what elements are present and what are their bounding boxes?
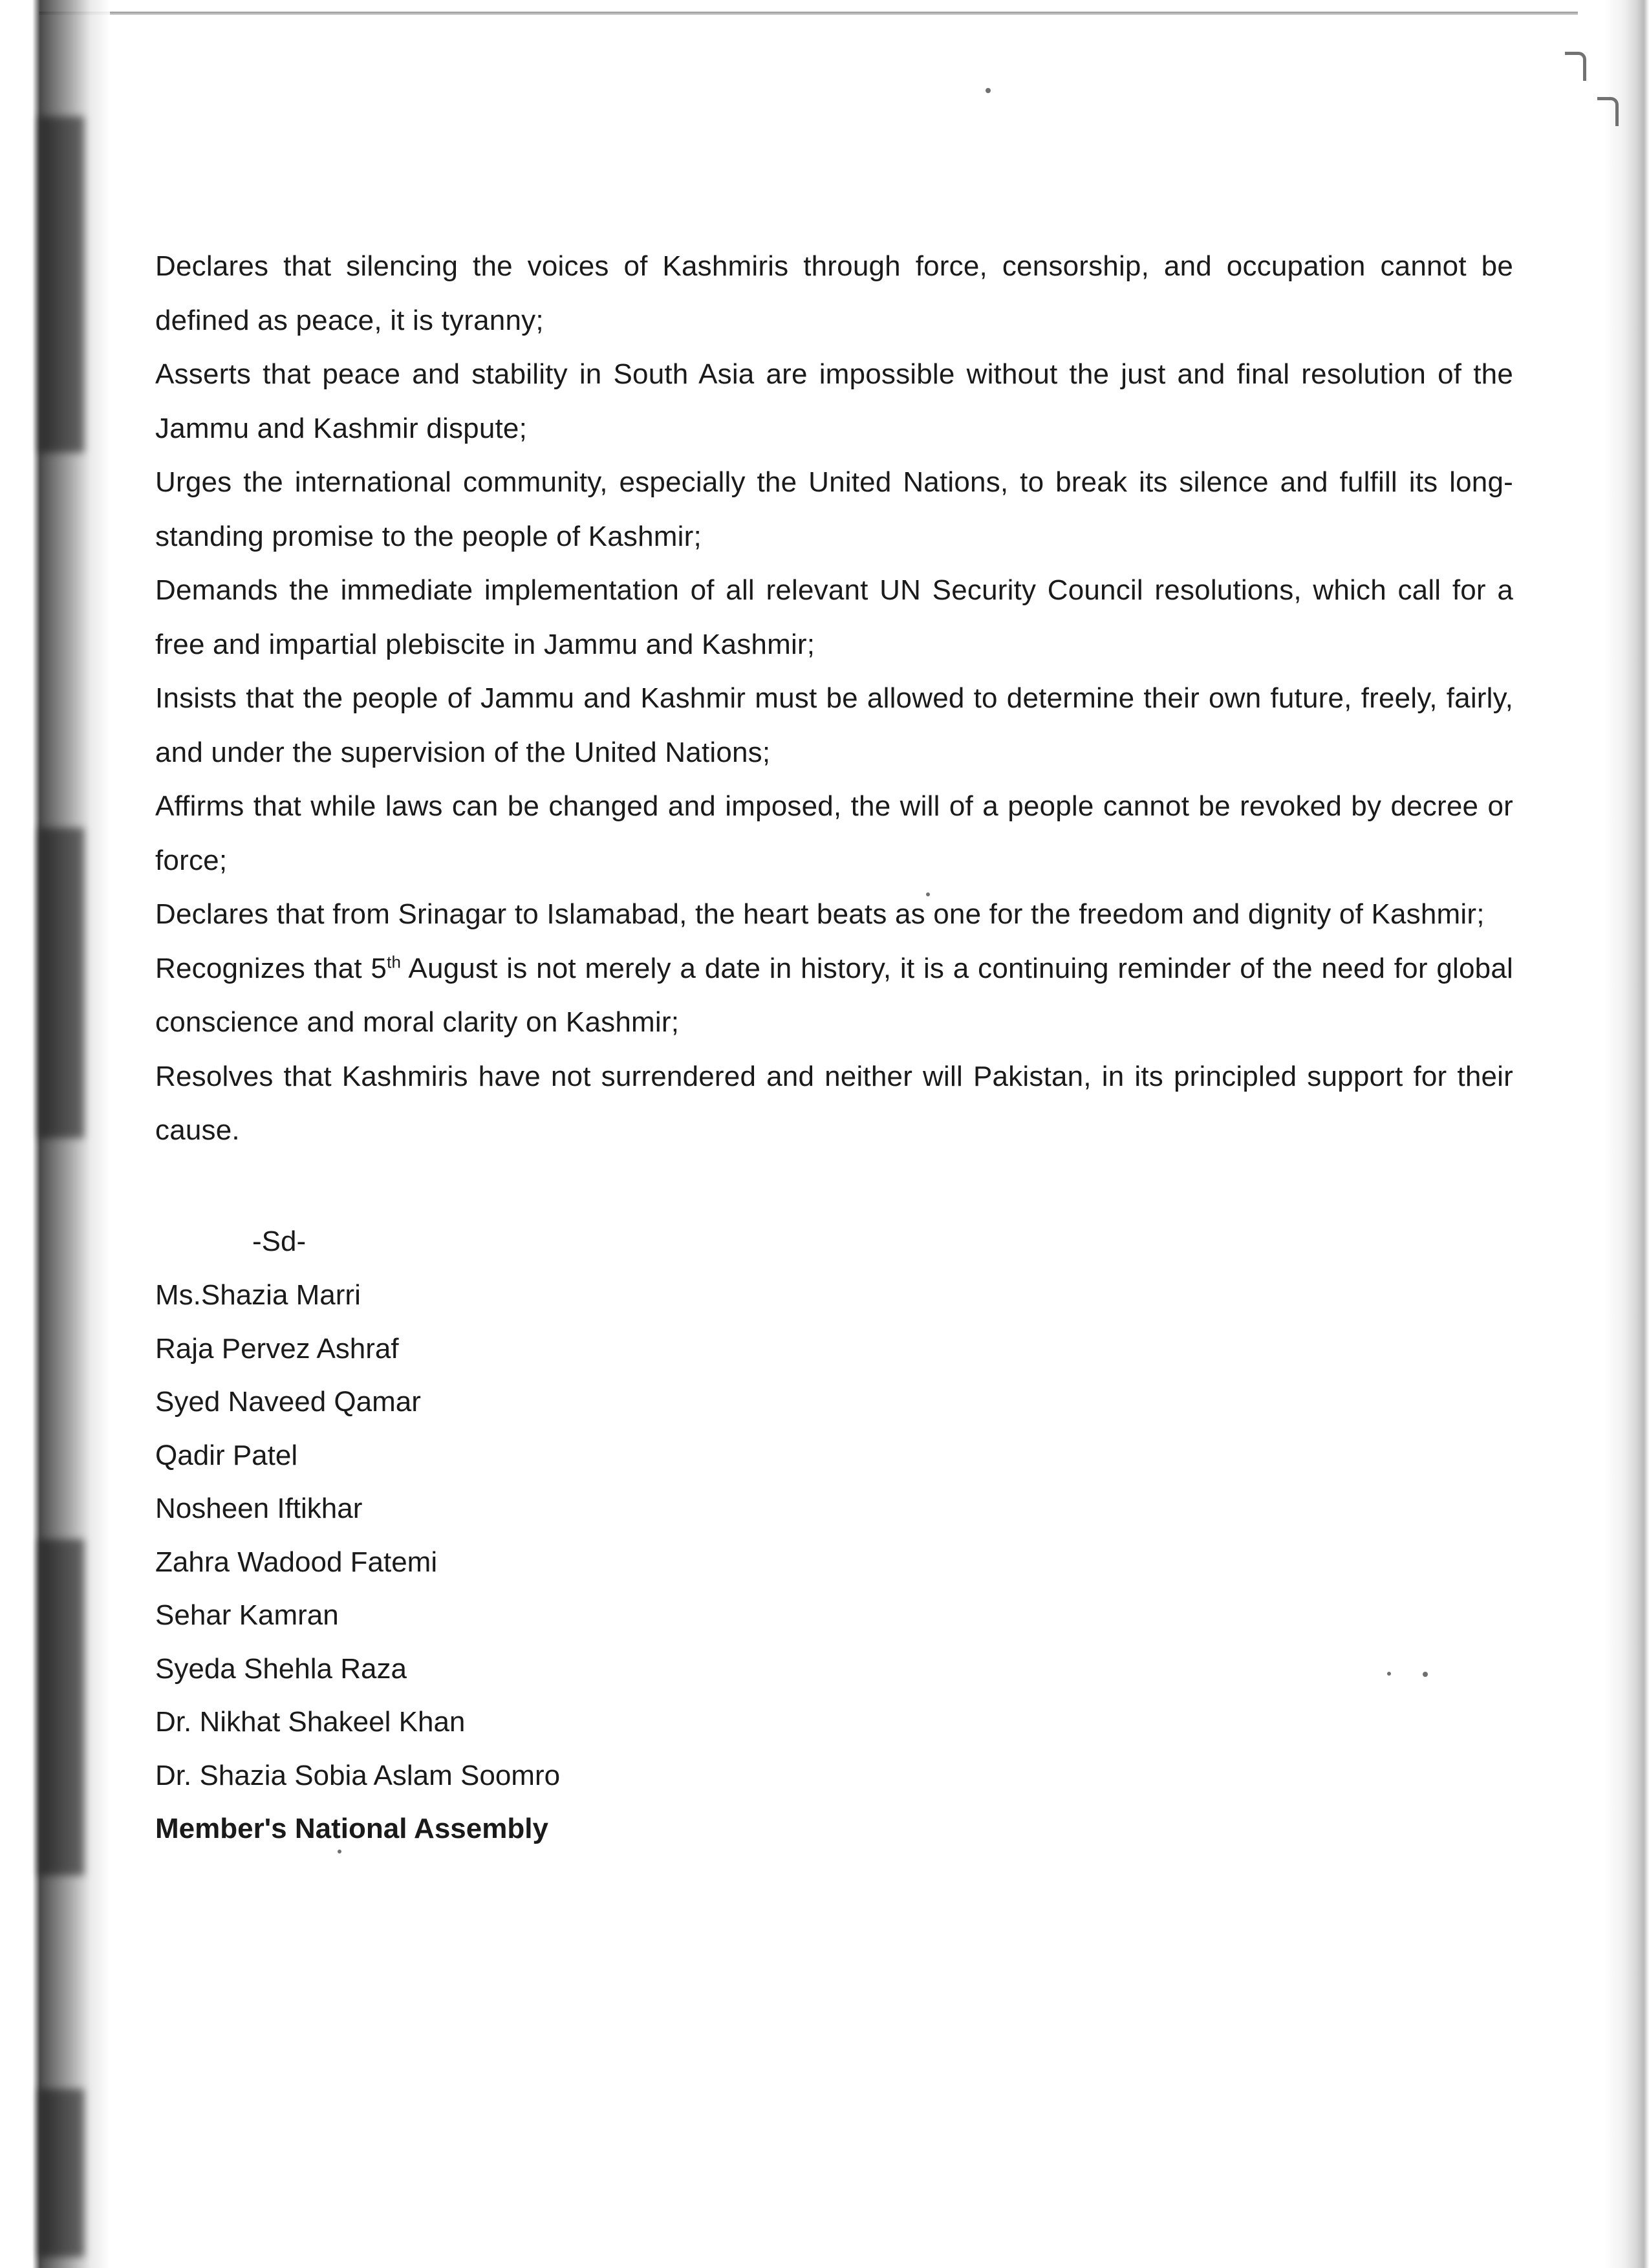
signatory-name: Ms.Shazia Marri bbox=[155, 1279, 361, 1311]
signatory-name: Dr. Nikhat Shakeel Khan bbox=[155, 1706, 466, 1738]
signatory-list bbox=[155, 1216, 560, 1856]
signatory-name: Syeda Shehla Raza bbox=[155, 1652, 407, 1685]
signed-mark: -Sd- bbox=[252, 1226, 307, 1257]
scan-left-shadow-band bbox=[39, 116, 84, 453]
resolution-clause-recognizes bbox=[155, 942, 1513, 1050]
ordinal-suffix: th bbox=[387, 951, 402, 971]
signatory-name: Qadir Patel bbox=[155, 1439, 298, 1471]
signatory-name: Sehar Kamran bbox=[155, 1599, 339, 1631]
signatory-footer: Member's National Assembly bbox=[155, 1813, 548, 1844]
resolution-clause: Asserts that peace and stability in South Asia are impossible without the just and final resolution of the Jammu and Kashmir dispute; bbox=[155, 358, 1513, 444]
signatory-name: Dr. Shazia Sobia Aslam Soomro bbox=[155, 1759, 561, 1791]
signatory-name: Syed Naveed Qamar bbox=[155, 1386, 421, 1418]
signatory-name: Zahra Wadood Fatemi bbox=[155, 1546, 438, 1578]
scan-corner-mark bbox=[1597, 97, 1619, 126]
scan-speck bbox=[986, 88, 991, 93]
scan-corner-mark bbox=[1565, 52, 1586, 81]
resolution-clause: Insists that the people of Jammu and Kashmir must be allowed to determine their own future, freely, fairly, and under the supervision of the United Nations; bbox=[155, 682, 1513, 768]
scan-left-shadow-band bbox=[39, 828, 84, 1138]
scan-right-edge-shadow bbox=[1604, 0, 1649, 2268]
scan-left-shadow-band bbox=[39, 2089, 84, 2257]
clause-text: Recognizes that 5 bbox=[155, 952, 387, 984]
resolution-clause: Urges the international community, especially the United Nations, to break its silence and fulfill its long-standing promise to the people of Kashmir; bbox=[155, 466, 1513, 552]
clause-text: August is not merely a date in history, it is a continuing reminder of the need for global conscience and moral clarity on Kashmir; bbox=[155, 952, 1513, 1038]
resolution-clause: Affirms that while laws can be changed and imposed, the will of a people cannot be revoked by decree or force; bbox=[155, 790, 1513, 876]
signatory-name: Nosheen Iftikhar bbox=[155, 1493, 363, 1524]
scan-top-edge bbox=[39, 12, 1578, 15]
resolution-text bbox=[155, 239, 1513, 1158]
resolution-clause: Declares that silencing the voices of Kashmiris through force, censorship, and occupation cannot be defined as peace, it is tyranny; bbox=[155, 250, 1513, 336]
resolution-clause: Demands the immediate implementation of all relevant UN Security Council resolutions, which call for a free and impartial plebiscite in Jammu and Kashmir; bbox=[155, 574, 1513, 660]
resolution-clause: Resolves that Kashmiris have not surrendered and neither will Pakistan, in its principled support for their cause. bbox=[155, 1060, 1513, 1146]
scan-speck bbox=[1387, 1672, 1391, 1676]
signatory-name: Raja Pervez Ashraf bbox=[155, 1332, 399, 1365]
scan-left-shadow-band bbox=[39, 1539, 84, 1875]
scan-speck bbox=[1423, 1672, 1428, 1677]
resolution-clause: Declares that from Srinagar to Islamabad, the heart beats as one for the freedom and dignity of Kashmir; bbox=[155, 898, 1485, 930]
